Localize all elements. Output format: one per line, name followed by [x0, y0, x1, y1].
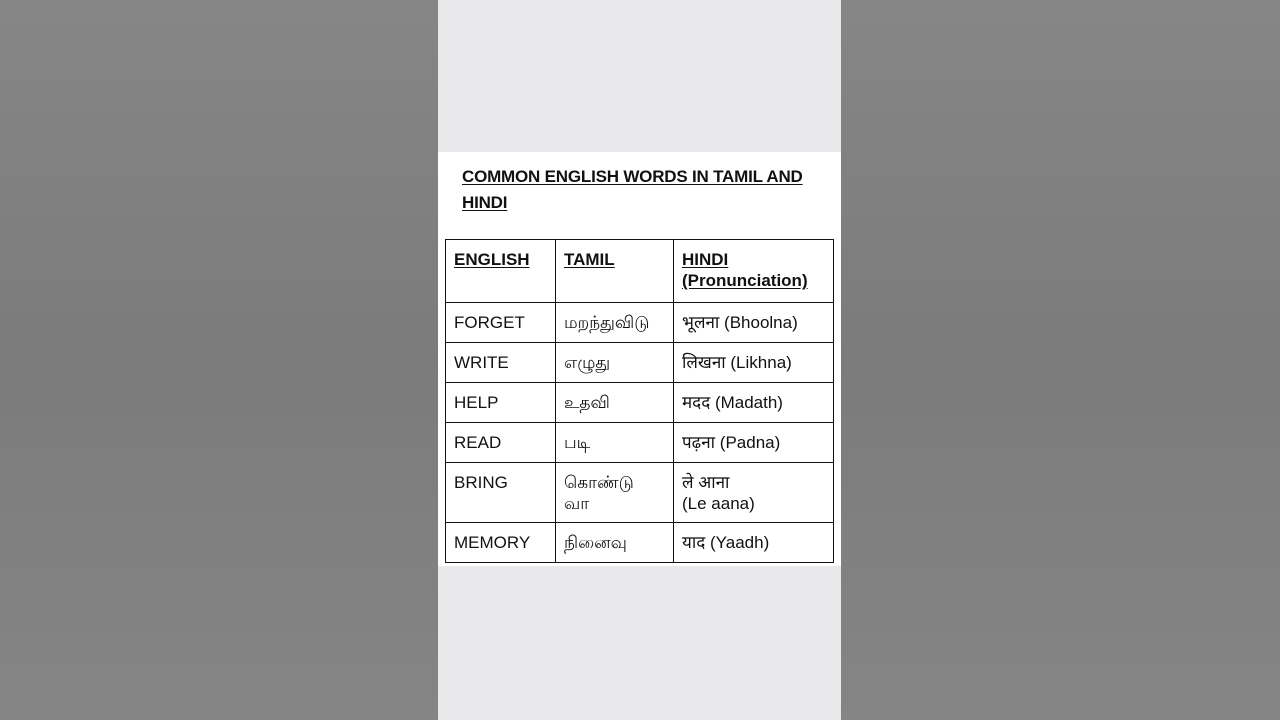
header-english: ENGLISH — [446, 240, 556, 303]
cell-hindi: याद (Yaadh) — [674, 523, 834, 563]
cell-hindi: भूलना (Bhoolna) — [674, 303, 834, 343]
cell-hindi-line2: (Le aana) — [682, 494, 755, 513]
cell-hindi: लिखना (Likhna) — [674, 343, 834, 383]
content-panel — [438, 0, 841, 720]
cell-english: HELP — [446, 383, 556, 423]
cell-tamil: நினைவு — [556, 523, 674, 563]
cell-hindi: मदद (Madath) — [674, 383, 834, 423]
table-row — [446, 463, 834, 523]
table-row — [446, 423, 834, 463]
cell-tamil — [556, 463, 674, 523]
table-row — [446, 523, 834, 563]
table-row — [446, 343, 834, 383]
vocabulary-table — [445, 239, 834, 563]
header-hindi-label: HINDI — [682, 250, 729, 269]
header-hindi-pronunciation: (Pronunciation) — [682, 271, 808, 290]
cell-english: BRING — [446, 463, 556, 523]
cell-english: READ — [446, 423, 556, 463]
header-tamil: TAMIL — [556, 240, 674, 303]
cell-tamil-line1: கொண்டு — [564, 473, 634, 492]
cell-tamil: படி — [556, 423, 674, 463]
cell-tamil: எழுது — [556, 343, 674, 383]
cell-hindi — [674, 463, 834, 523]
cell-tamil-line2: வா — [564, 494, 590, 513]
cell-english: MEMORY — [446, 523, 556, 563]
cell-english: FORGET — [446, 303, 556, 343]
table-row — [446, 383, 834, 423]
cell-tamil: உதவி — [556, 383, 674, 423]
left-background — [0, 0, 438, 720]
cell-english: WRITE — [446, 343, 556, 383]
cell-hindi-line1: ले आना — [682, 473, 730, 492]
table-header-row — [446, 240, 834, 303]
cell-tamil: மறந்துவிடு — [556, 303, 674, 343]
document-image — [438, 152, 841, 566]
right-background — [841, 0, 1280, 720]
cell-hindi: पढ़ना (Padna) — [674, 423, 834, 463]
header-hindi — [674, 240, 834, 303]
document-title: COMMON ENGLISH WORDS IN TAMIL AND HINDI — [462, 167, 803, 212]
table-row — [446, 303, 834, 343]
